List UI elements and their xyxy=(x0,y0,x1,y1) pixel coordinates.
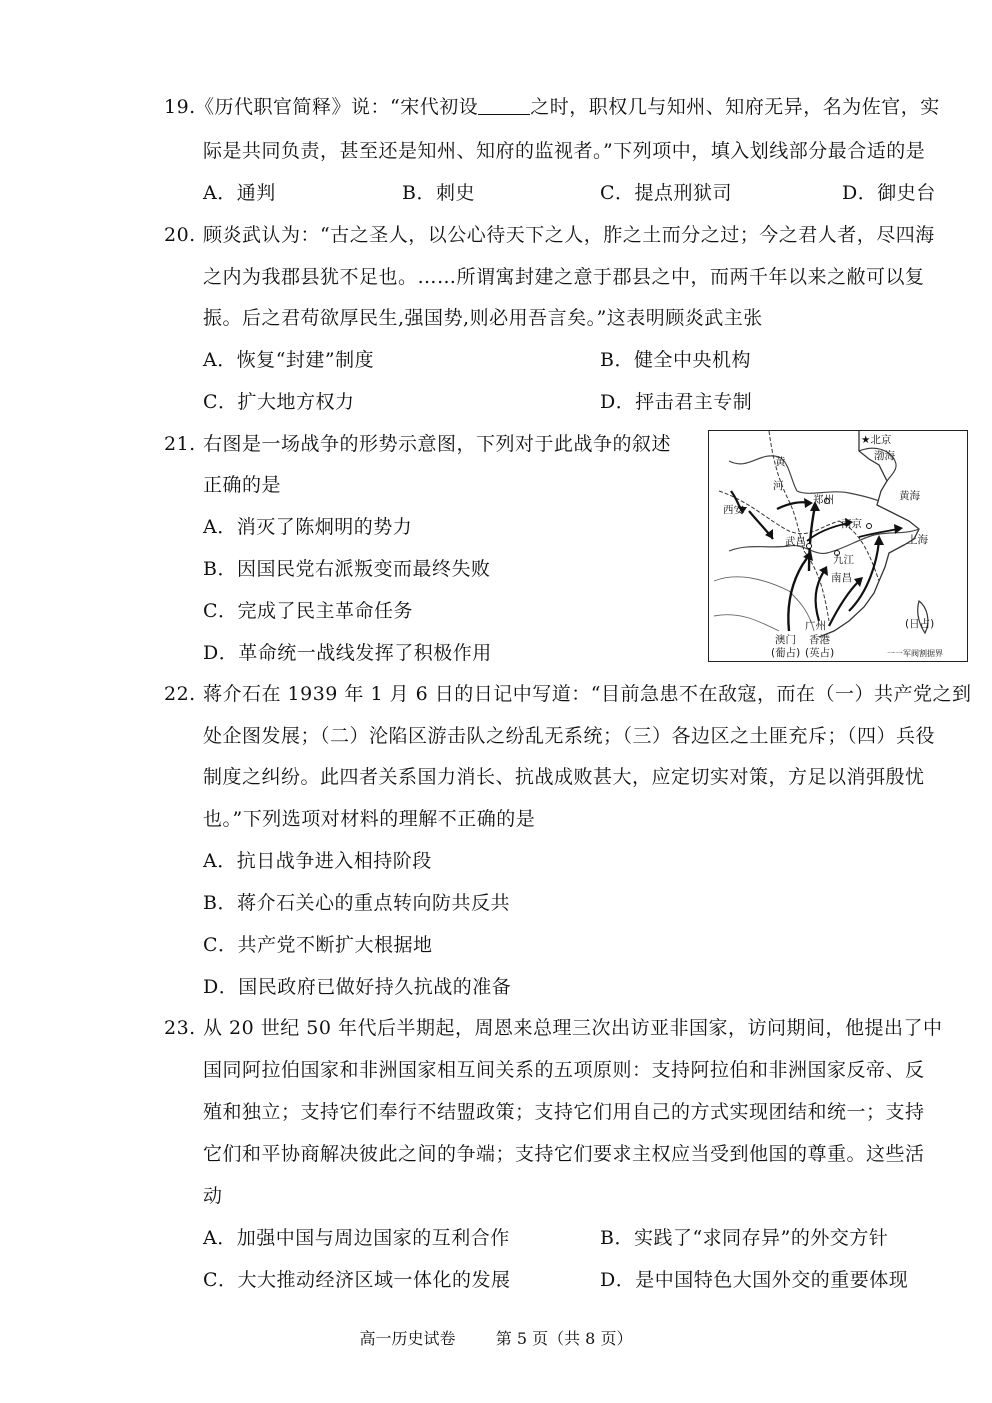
map-label-huanghai: 黄海 xyxy=(899,490,920,502)
q22-option-a: A．抗日战争进入相持阶段 xyxy=(203,850,432,872)
q20-option-d: D．抨击君主专制 xyxy=(600,391,753,413)
q23-line5: 动 xyxy=(203,1185,223,1207)
footer-page-number: 第 5 页（共 8 页） xyxy=(495,1329,633,1348)
war-situation-map xyxy=(708,430,968,662)
map-label-nanjing: 南京 xyxy=(841,518,862,530)
page-footer xyxy=(0,1326,992,1349)
q20-line3: 振。后之君苟欲厚民生,强国势,则必用吾言矣。”这表明顾炎武主张 xyxy=(203,307,763,329)
q23-line2: 国同阿拉伯国家和非洲国家相互间关系的五项原则：支持阿拉伯和非洲国家反帝、反 xyxy=(203,1059,925,1081)
map-label-zhengzhou: 郑州 xyxy=(813,494,834,506)
q19-option-b: B．刺史 xyxy=(402,182,475,204)
q21-option-d: D．革命统一战线发挥了积极作用 xyxy=(203,642,492,664)
q20-option-b: B．健全中央机构 xyxy=(600,349,751,371)
map-label-macau-note: (葡占) xyxy=(771,647,801,659)
q22-option-c: C．共产党不断扩大根据地 xyxy=(203,934,433,956)
map-label-hongkong: 香港 xyxy=(809,634,830,646)
q23-line4: 它们和平协商解决彼此之间的争端；支持它们要求主权应当受到他国的尊重。这些活 xyxy=(203,1143,925,1165)
q23-option-d: D．是中国特色大国外交的重要体现 xyxy=(600,1269,909,1291)
map-label-taiwan-note: (日占) xyxy=(905,618,935,630)
q23-line1: 从 20 世纪 50 年代后半期起，周恩来总理三次出访亚非国家，访问期间，他提出了中 xyxy=(203,1017,943,1039)
map-label-xian: 西安 xyxy=(723,504,744,516)
q22-option-b: B．蒋介石关心的重点转向防共反共 xyxy=(203,892,510,914)
q20-line1: 顾炎武认为：“古之圣人，以公心待天下之人，胙之土而分之过；今之君人者，尽四海 xyxy=(203,224,935,246)
map-label-macau: 澳门 xyxy=(775,634,796,646)
q19-line2: 际是共同负责，甚至还是知州、知府的监视者。”下列项中，填入划线部分最合适的是 xyxy=(203,140,926,162)
map-label-bohai: 渤海 xyxy=(874,450,895,462)
q22-line1: 蒋介石在 1939 年 1 月 6 日的日记中写道：“目前急患不在敌寇，而在（一）共产党之到 xyxy=(203,683,972,705)
q23-line3: 殖和独立；支持它们奉行不结盟政策；支持它们用自己的方式实现团结和统一；支持 xyxy=(203,1101,925,1123)
q21-option-a: A．消灭了陈炯明的势力 xyxy=(203,516,413,538)
q23-option-a: A．加强中国与周边国家的互利合作 xyxy=(203,1227,510,1249)
q22-line4: 也。”下列选项对材料的理解不正确的是 xyxy=(203,808,536,830)
q22-line3: 制度之纠纷。此四者关系国力消长、抗战成败甚大，应定切实对策，方足以消弭殷忧 xyxy=(203,766,925,788)
map-label-hongkong-note: (英占) xyxy=(805,647,835,659)
q19-number: 19. xyxy=(164,96,196,118)
q22-number: 22. xyxy=(164,683,196,705)
map-label-jiujiang: 九江 xyxy=(833,554,854,566)
q23-number: 23. xyxy=(164,1017,196,1039)
map-label-guangzhou: 广州 xyxy=(805,620,826,632)
map-label-nanchang: 南昌 xyxy=(831,572,852,584)
q21-line1: 右图是一场战争的形势示意图，下列对于此战争的叙述 xyxy=(203,433,672,455)
q22-line2: 处企图发展；（二）沦陷区游击队之纷乱无系统；（三）各边区之土匪充斥；（四）兵役 xyxy=(203,725,936,747)
q22-option-d: D．国民政府已做好持久抗战的准备 xyxy=(203,976,512,998)
q19-option-d: D．御史台 xyxy=(842,182,936,204)
q23-option-b: B．实践了“求同存异”的外交方针 xyxy=(600,1227,889,1249)
map-legend: 一一军阀割据界 xyxy=(887,649,943,658)
q19-line1: 《历代职官简释》说：“宋代初设 之时，职权几与知州、知府无异，名为佐官，实 xyxy=(195,96,940,118)
q21-number: 21. xyxy=(164,433,196,455)
q20-number: 20. xyxy=(164,224,196,246)
q21-option-c: C．完成了民主革命任务 xyxy=(203,600,414,622)
q19-fill-blank xyxy=(478,96,530,115)
map-label-wuchang: 武昌 xyxy=(785,536,806,548)
q19-option-a: A．通判 xyxy=(203,182,276,204)
footer-subject: 高一历史试卷 xyxy=(359,1329,456,1348)
map-label-he: 河 xyxy=(773,480,784,492)
q20-option-a: A．恢复“封建”制度 xyxy=(203,349,375,371)
map-label-shanghai: 上海 xyxy=(907,534,928,546)
q21-option-b: B．因国民党右派叛变而最终失败 xyxy=(203,558,491,580)
map-label-beijing: ★北京 xyxy=(861,434,892,446)
q23-option-c: C．大大推动经济区域一体化的发展 xyxy=(203,1269,511,1291)
map-label-huang: 黄 xyxy=(775,456,786,468)
q19-option-c: C．提点刑狱司 xyxy=(600,182,733,204)
q20-line2: 之内为我郡县犹不足也。……所谓寓封建之意于郡县之中，而两千年以来之敝可以复 xyxy=(203,266,925,288)
q21-line2: 正确的是 xyxy=(203,474,282,496)
q20-option-c: C．扩大地方权力 xyxy=(203,391,355,413)
